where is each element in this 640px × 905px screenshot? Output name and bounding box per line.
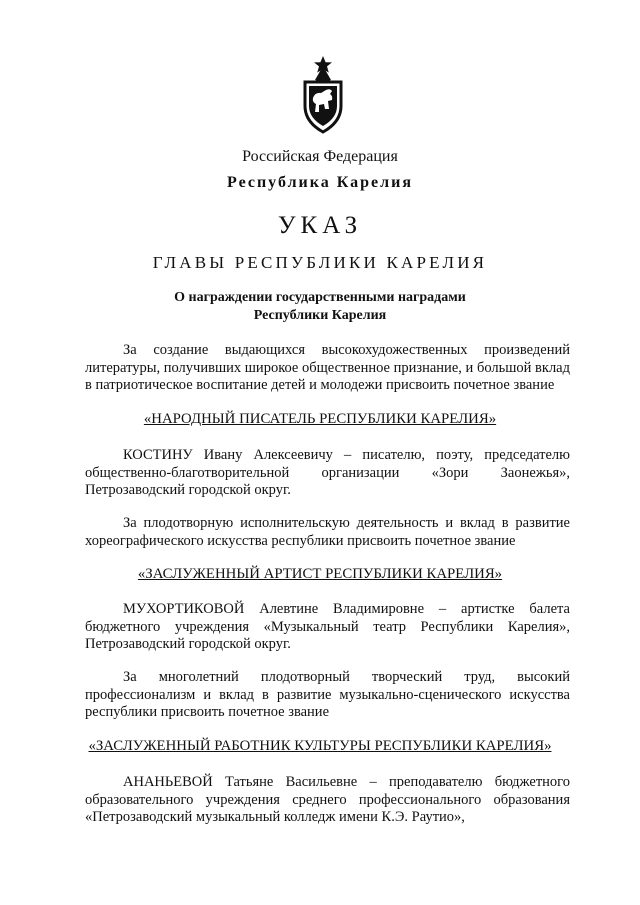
paragraph-line: хореографического искусства республики присвоить почетное звание <box>85 532 516 549</box>
karelia-coat-of-arms-icon <box>299 54 347 134</box>
paragraph-line: «Петрозаводский музыкальный колледж имени К.Э. Раутио», <box>85 809 465 825</box>
award-intro-paragraph <box>85 669 570 722</box>
paragraph-line: КОСТИНУ Ивану Алексеевичу – писателю, поэту, председателю <box>123 447 570 463</box>
paragraph-line: общественно-благотворительной организации «Зори Заонежья», <box>85 464 570 481</box>
award-title: «НАРОДНЫЙ ПИСАТЕЛЬ РЕСПУБЛИКИ КАРЕЛИЯ» <box>143 411 497 427</box>
paragraph-line: бюджетного учреждения «Музыкальный театр Республики Карелия», <box>85 618 570 635</box>
republic-name: Республика Карелия <box>227 174 413 191</box>
paragraph-line: МУХОРТИКОВОЙ Алевтине Владимировне – артистке балета <box>123 601 570 617</box>
paragraph-line: профессионализм и вклад в развитие музыкально-сценического искусства <box>85 686 570 703</box>
subject-line: Республики Карелия <box>253 308 387 323</box>
paragraph-line: республики присвоить почетное звание <box>85 704 330 720</box>
awardee-paragraph <box>85 447 570 500</box>
paragraph-line: образовательного учреждения среднего профессионального образования <box>85 791 570 808</box>
subject-line: О награждении государственными наградами <box>174 290 466 305</box>
paragraph-line: Петрозаводский городской округ. <box>85 636 291 652</box>
paragraph-line: За плодотворную исполнительскую деятельность и вклад в развитие <box>123 515 570 531</box>
decree-subtitle: ГЛАВЫ РЕСПУБЛИКИ КАРЕЛИЯ <box>152 253 488 272</box>
award-title: «ЗАСЛУЖЕННЫЙ АРТИСТ РЕСПУБЛИКИ КАРЕЛИЯ» <box>137 566 503 582</box>
decree-subject <box>0 289 640 325</box>
paragraph-line: Петрозаводский городской округ. <box>85 482 291 498</box>
awardee-paragraph <box>85 601 570 654</box>
award-title: «ЗАСЛУЖЕННЫЙ РАБОТНИК КУЛЬТУРЫ РЕСПУБЛИКИ КАРЕЛИЯ» <box>88 738 552 754</box>
decree-title: УКАЗ <box>277 212 363 239</box>
country-name: Российская Федерация <box>242 148 398 165</box>
paragraph-line: За многолетний плодотворный творческий труд, высокий <box>123 669 570 685</box>
award-intro-paragraph: За создание выдающихся высокохудожественных произведений литературы, получивших широкое общественное признание, и большой вклад в патриотическое воспитание детей и молодежи присвоить почетное звание <box>85 342 570 393</box>
award-intro-paragraph <box>85 515 570 550</box>
paragraph-line: АНАНЬЕВОЙ Татьяне Васильевне – преподавателю бюджетного <box>123 774 570 790</box>
awardee-paragraph <box>85 774 570 827</box>
